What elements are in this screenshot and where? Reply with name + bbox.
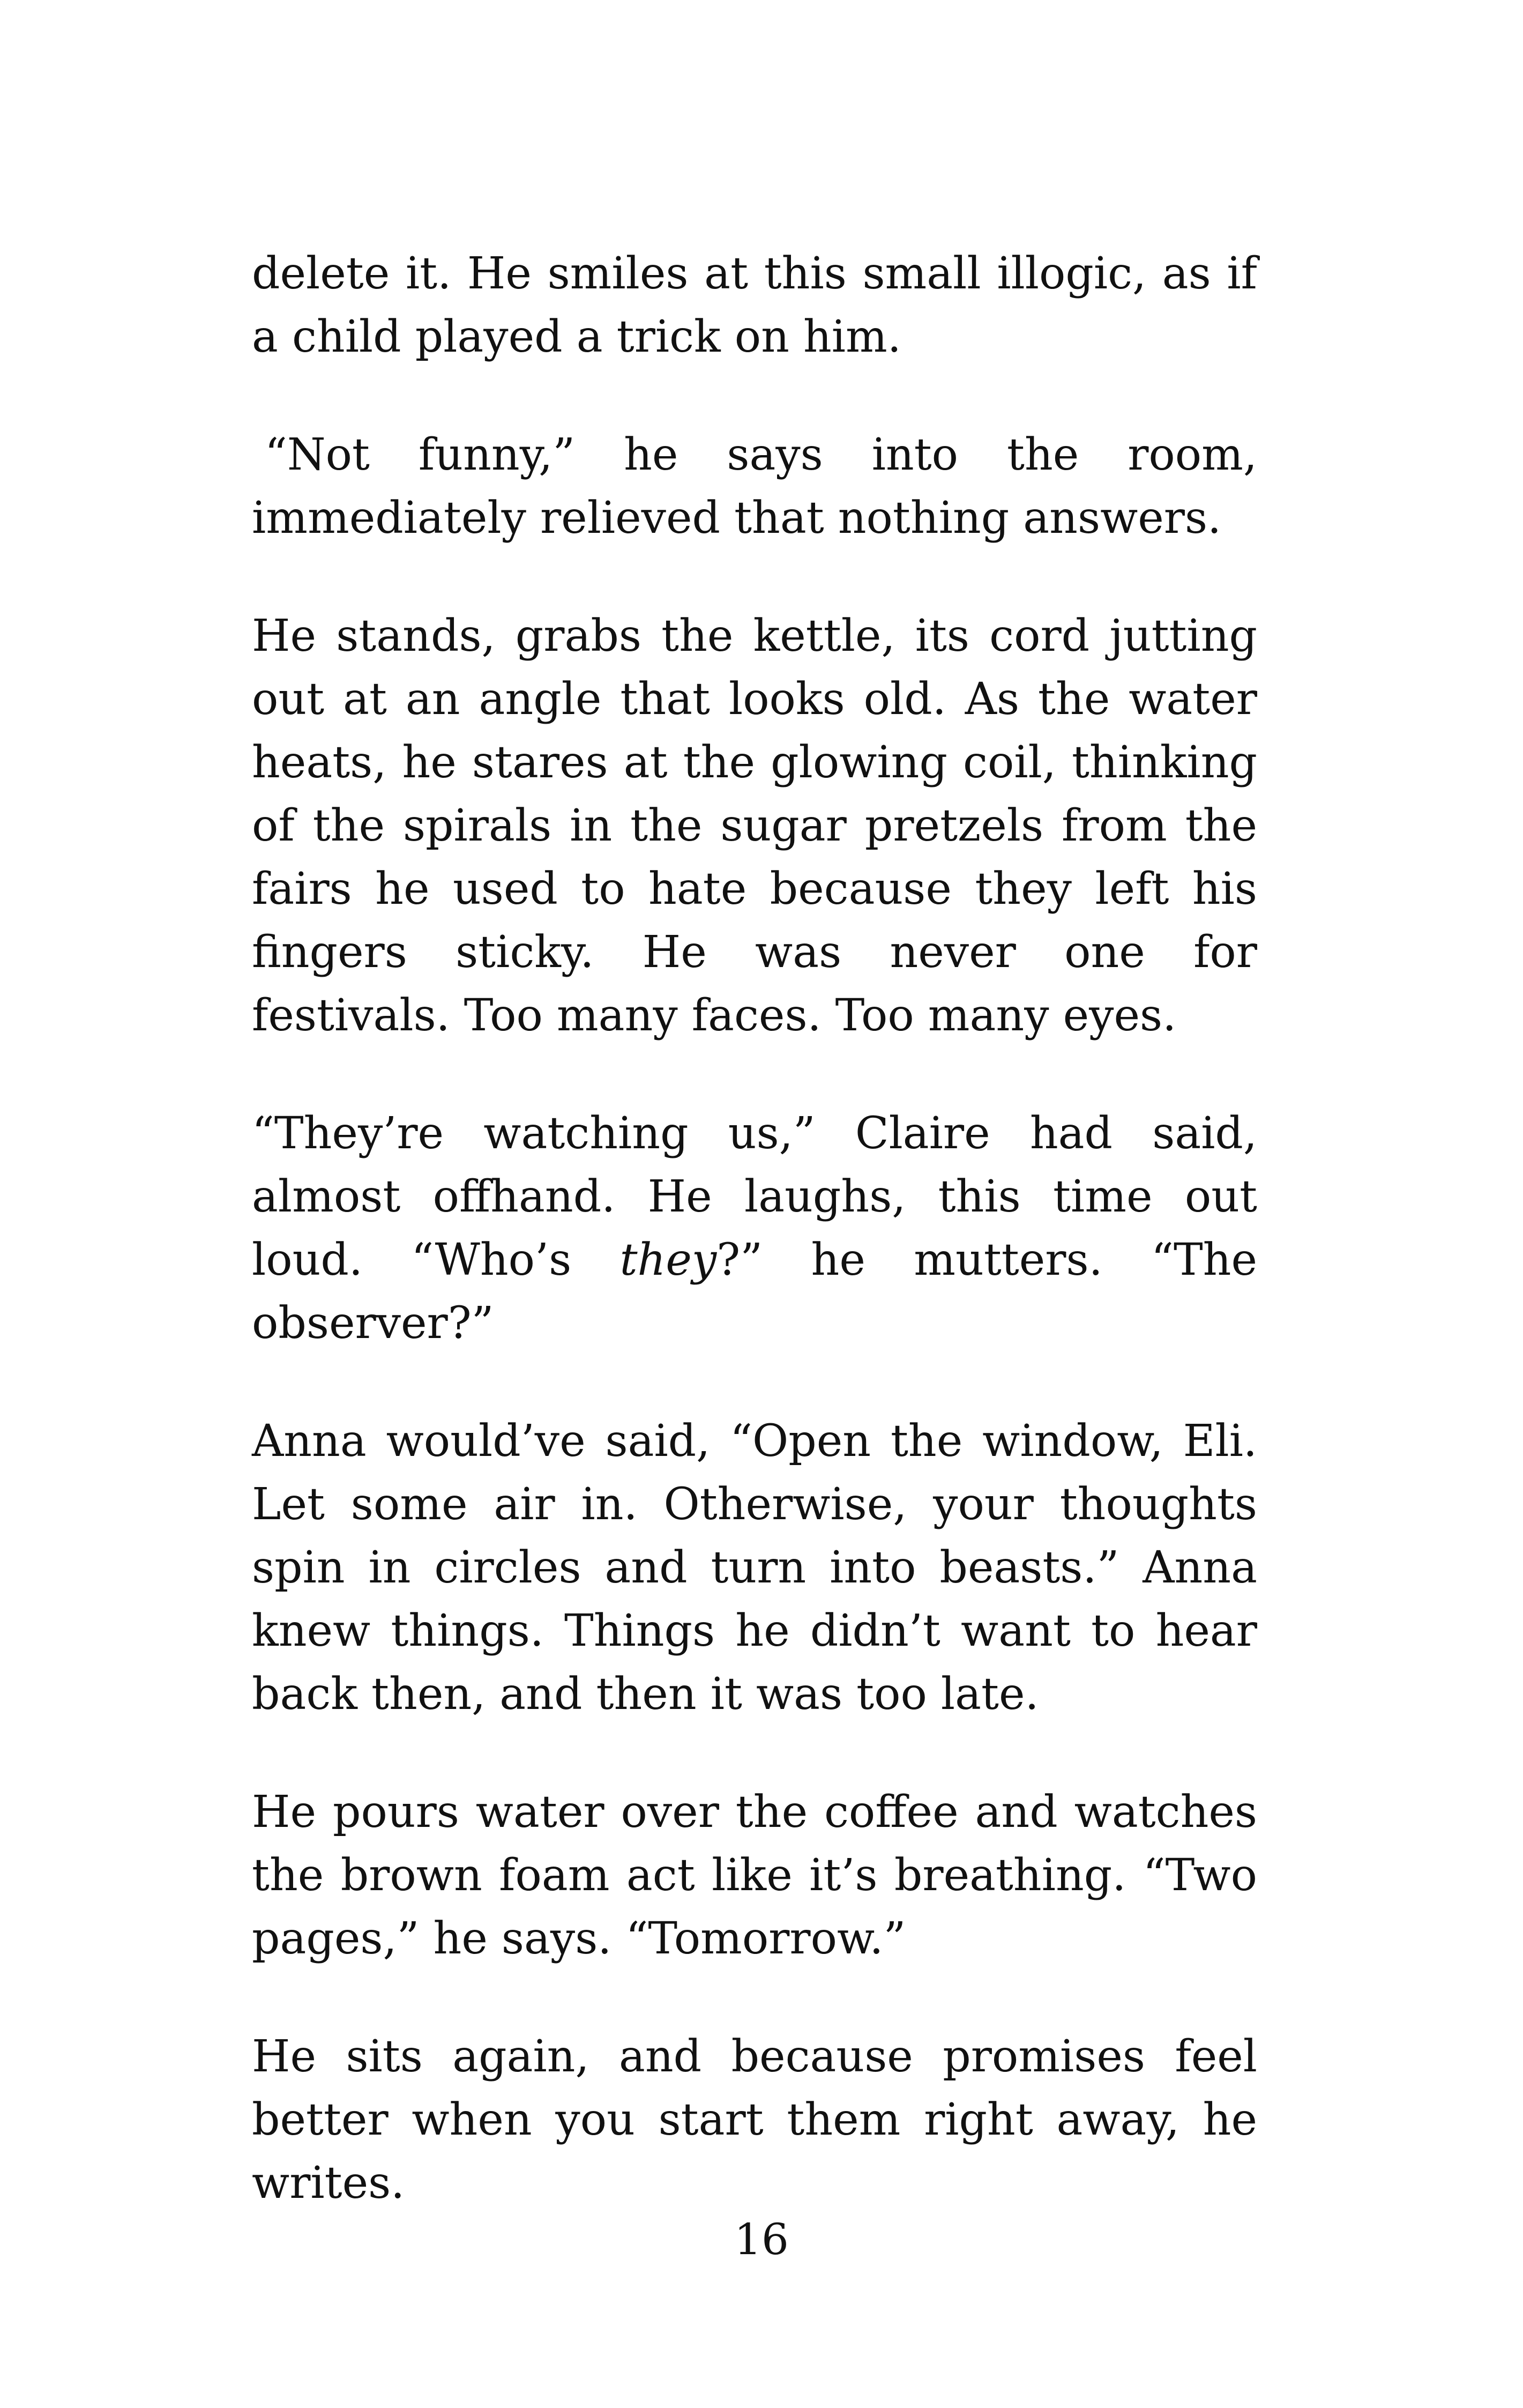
paragraph: “Not funny,” he says into the room, immediately relieved that nothing answers. [252, 429, 1257, 544]
italic-word: they [619, 1235, 717, 1285]
page-number: 16 [734, 2214, 789, 2264]
paragraph-text: ?” he mutters. “The observer?” [252, 1235, 1258, 1349]
paragraph: He stands, grabs the kettle, its cord jutting out at an angle that looks old. As the water heats, he stares at the glowing coil, thinking of the spirals in the sugar pretzels from the fairs he used to hate because they left his fingers sticky. He was never one for festivals. Too many faces. Too many eyes. [252, 611, 1257, 1041]
paragraph [252, 1102, 1257, 1355]
paragraph: Anna would’ve said, “Open the window, Eli. Let some air in. Otherwise, your thoughts spin in circles and turn into beasts.” Anna knew things. Things he didn’t want to hear back then, and then it was too late. [252, 1416, 1257, 1720]
paragraph: He pours water over the coffee and watches the brown foam act like it’s breathing. “Two pages,” he says. “Tomorrow.” [252, 1787, 1257, 1964]
paragraph: He sits again, and because promises feel better when you start them right away, he writes. [252, 2031, 1257, 2209]
body-text [252, 242, 1257, 2270]
paragraph-text: “They’re watching us,” Claire had said, almost offhand. He laughs, this time out loud. “Who’s [252, 1108, 1257, 1285]
paragraph: delete it. He smiles at this small illogic, as if a child played a trick on him. [252, 248, 1257, 362]
